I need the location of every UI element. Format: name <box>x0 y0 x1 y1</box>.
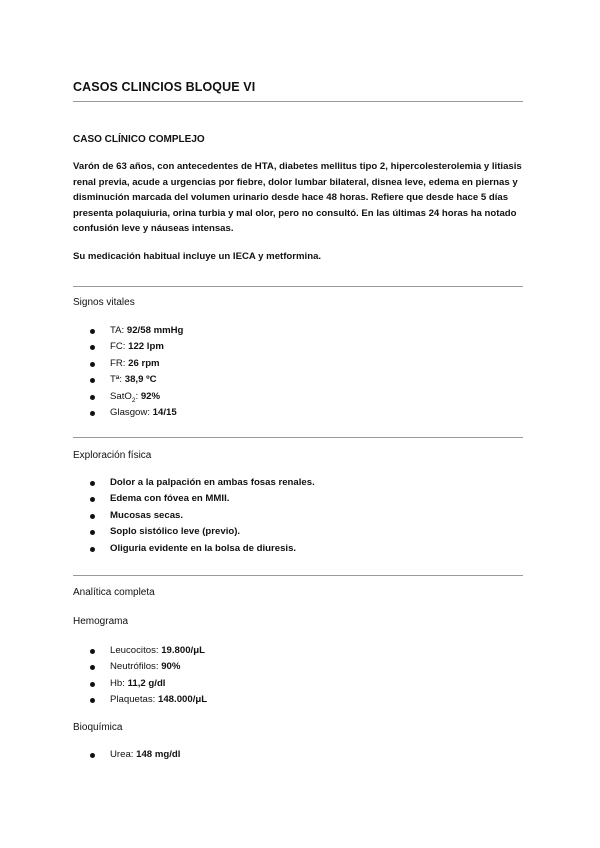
vital-label: SatO <box>110 390 132 402</box>
vital-label: Tª: <box>110 374 125 386</box>
case-line: presenta polaquiuria, orina turbia y mal olor, pero no consultó. En las últimas 24 horas ha notado <box>73 207 517 219</box>
case-description <box>73 159 529 237</box>
divider <box>73 101 523 102</box>
lab-value: 19.800/μL <box>161 645 205 656</box>
exam-finding: Mucosas secas. <box>110 509 184 521</box>
vitals-heading: Signos vitales <box>73 297 135 308</box>
lab-label: Urea: <box>110 749 137 760</box>
lab-label: Plaquetas: <box>110 694 159 706</box>
exam-heading: Exploración física <box>73 450 152 461</box>
hemogram-list <box>90 643 207 709</box>
list-item <box>90 643 207 659</box>
biochem-heading: Bioquímica <box>73 722 123 733</box>
list-item <box>90 491 315 507</box>
bullet-icon <box>90 345 95 350</box>
list-item <box>90 339 183 355</box>
list-item <box>90 541 315 557</box>
vital-label: TA: <box>110 325 127 336</box>
lab-label: Hb: <box>110 677 128 689</box>
lab-value: 148 mg/dl <box>136 749 181 760</box>
bullet-icon <box>90 753 95 758</box>
case-line: renal previa, acude a urgencias por fiebre, dolor lumbar bilateral, disnea leve, edema en piernas y <box>73 176 518 188</box>
case-line: disminución marcada del volumen urinario desde hace 48 horas. Refiere que desde hace 5 días <box>73 192 509 204</box>
exam-finding: Edema con fóvea en MMII. <box>110 493 230 505</box>
list-item <box>90 747 180 763</box>
lab-value: 11,2 g/dl <box>127 677 166 689</box>
bullet-icon <box>90 378 95 383</box>
list-item <box>90 356 183 372</box>
bullet-icon <box>90 514 95 519</box>
vital-label: FC: <box>110 341 129 353</box>
labs-heading: Analítica completa <box>73 587 155 598</box>
bullet-icon <box>90 362 95 367</box>
lab-label: Leucocitos: <box>110 645 162 656</box>
bullet-icon <box>90 530 95 535</box>
vital-value: 92% <box>140 390 161 402</box>
case-heading: CASO CLÍNICO COMPLEJO <box>73 134 205 145</box>
bullet-icon <box>90 682 95 687</box>
bullet-icon <box>90 665 95 670</box>
biochem-list <box>90 747 180 763</box>
vital-label: FR: <box>110 357 129 369</box>
lab-label: Neutrófilos: <box>110 661 162 673</box>
vital-value: 26 rpm <box>128 357 160 369</box>
vital-label-suffix: : <box>135 390 141 402</box>
lab-value: 90% <box>161 661 181 673</box>
list-item <box>90 508 315 524</box>
list-item <box>90 372 183 388</box>
divider <box>73 575 523 576</box>
medication-line: Su medicación habitual incluye un IECA y metformina. <box>73 251 322 262</box>
vital-value: 38,9 ºC <box>124 374 157 386</box>
lab-value: 148.000/μL <box>158 694 208 706</box>
bullet-icon <box>90 411 95 416</box>
vital-value: 122 lpm <box>128 341 164 353</box>
vital-value: 92/58 mmHg <box>126 325 184 336</box>
document-title: CASOS CLINCIOS BLOQUE VI <box>73 80 256 94</box>
case-line: Varón de 63 años, con antecedentes de HTA, diabetes mellitus tipo 2, hipercolesterolemia y litiasis <box>73 161 522 172</box>
bullet-icon <box>90 649 95 654</box>
list-item <box>90 475 315 491</box>
divider <box>73 437 523 438</box>
medication-text <box>73 249 529 265</box>
exam-list <box>90 475 315 557</box>
list-item <box>90 323 183 339</box>
list-item <box>90 676 207 692</box>
list-item <box>90 405 183 421</box>
vital-value: 14/15 <box>152 406 177 418</box>
bullet-icon <box>90 547 95 552</box>
exam-finding: Dolor a la palpación en ambas fosas renales. <box>110 477 315 488</box>
divider <box>73 286 523 287</box>
bullet-icon <box>90 698 95 703</box>
case-line: confusión leve y náuseas intensas. <box>73 223 234 235</box>
bullet-icon <box>90 481 95 486</box>
hemogram-heading: Hemograma <box>73 616 129 627</box>
list-item <box>90 659 207 675</box>
exam-finding: Oliguria evidente en la bolsa de diuresis. <box>110 542 297 554</box>
list-item <box>90 692 207 708</box>
vital-label: Glasgow: <box>110 406 153 418</box>
bullet-icon <box>90 329 95 334</box>
exam-finding: Soplo sistólico leve (previo). <box>110 526 241 538</box>
list-item <box>90 524 315 540</box>
list-item <box>90 389 183 405</box>
bullet-icon <box>90 395 95 400</box>
vitals-list <box>90 323 183 421</box>
bullet-icon <box>90 497 95 502</box>
vital-subscript: 2 <box>131 396 136 404</box>
